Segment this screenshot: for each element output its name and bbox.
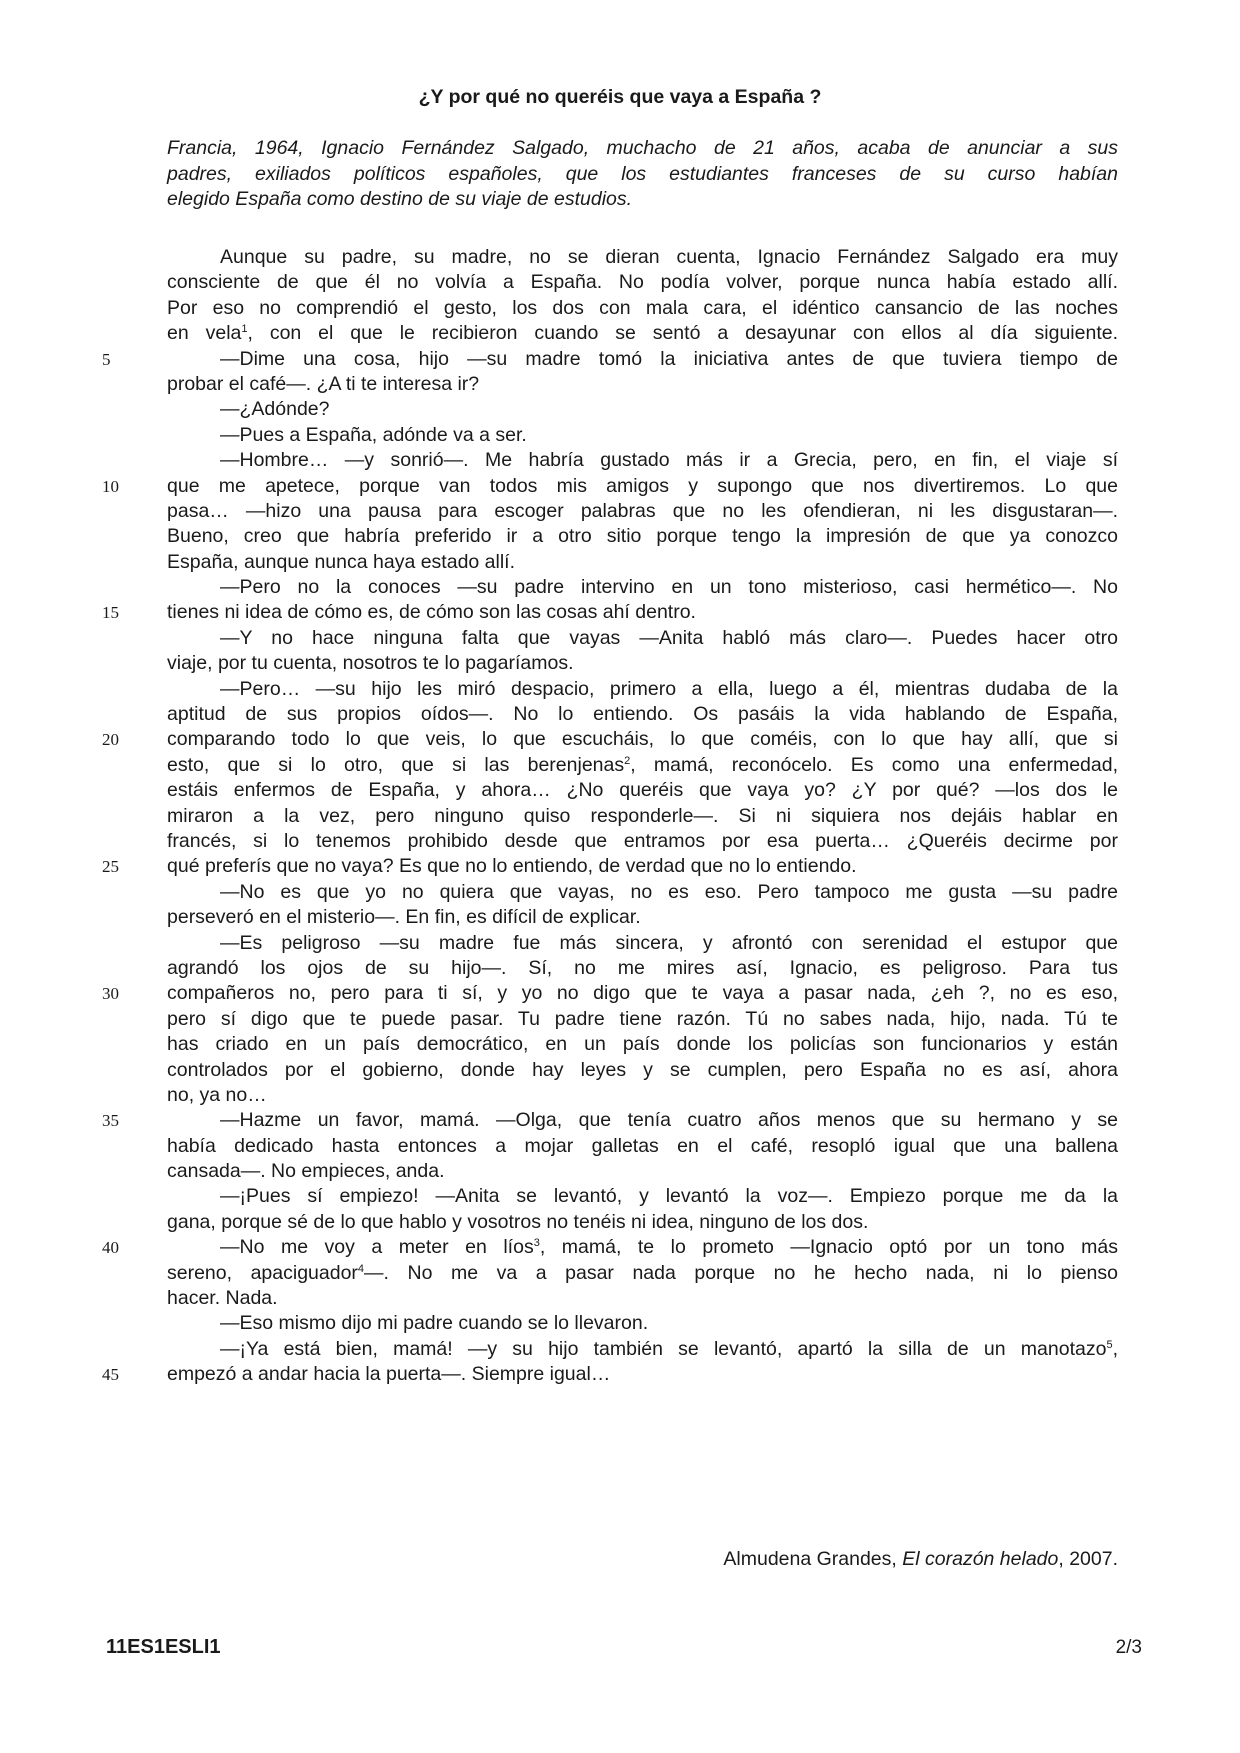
footnote-mark: 4: [357, 1262, 365, 1275]
line-text: esto, que si lo otro, que si las berenjenas$^2$, mamá, reconócelo. Es como una enfermedad,: [167, 753, 1119, 776]
line-number: 45: [102, 1365, 119, 1385]
text-body: [102, 245, 1119, 1388]
line-number: 20: [102, 730, 119, 750]
line-text: —Dime una cosa, hijo —su madre tomó la iniciativa antes de que tuviera tiempo de: [220, 347, 1118, 370]
line-text: —Hombre… —y sonrió—. Me habría gustado más ir a Grecia, pero, en fin, el viaje sí: [220, 449, 1118, 472]
intro-paragraph: [167, 136, 1118, 213]
line-text: miraron a la vez, pero ninguno quiso responderle—. Si ni siquiera nos dejáis hablar en: [167, 804, 1118, 827]
text-line: [102, 854, 1118, 879]
line-text: que me apetece, porque van todos mis amigos y supongo que nos divertiremos. Lo que: [167, 474, 1118, 497]
line-text: hacer. Nada.: [167, 1287, 278, 1310]
text-line: [167, 575, 1118, 600]
text-line: [167, 1210, 1118, 1235]
text-line: [167, 423, 1118, 448]
line-text: compañeros no, pero para ti sí, y yo no digo que te vaya a pasar nada, ¿eh ?, no es eso,: [167, 982, 1118, 1005]
line-number: 30: [102, 984, 119, 1004]
text-line: [167, 931, 1118, 956]
line-text: —Hazme un favor, mamá. —Olga, que tenía cuatro años menos que su hermano y se: [220, 1109, 1118, 1132]
line-text: cansada—. No empieces, anda.: [167, 1160, 445, 1183]
footnote-mark: 5: [1106, 1338, 1113, 1351]
line-text: pasa… —hizo una pausa para escoger palabras que no les ofendieran, ni les disgustaran—.: [167, 499, 1118, 522]
text-line: [167, 804, 1118, 829]
text-line: [167, 651, 1118, 676]
line-text: España, aunque nunca haya estado allí.: [167, 550, 516, 573]
text-line: [167, 1337, 1118, 1362]
page-number: 2/3: [1115, 1637, 1142, 1658]
text-line: [102, 727, 1118, 752]
line-text: —No es que yo no quiera que vayas, no es eso. Pero tampoco me gusta —su padre: [220, 880, 1118, 903]
text-line: [167, 626, 1118, 651]
line-number: 25: [102, 857, 119, 877]
line-number: 40: [102, 1238, 119, 1258]
line-text: estáis enfermos de España, y ahora… ¿No queréis que vaya yo? ¿Y por qué? —los dos le: [167, 779, 1118, 802]
line-text: en vela$^1$, con el que le recibieron cuando se sentó a desayunar con ellos al día siguiente.: [167, 322, 1118, 345]
line-number: 10: [102, 476, 119, 496]
text-line: [167, 753, 1118, 778]
line-text: —Es peligroso —su madre fue más sincera, y afrontó con serenidad el estupor que: [220, 931, 1118, 954]
text-line: [102, 600, 1118, 625]
footnote-mark: 2: [624, 754, 631, 767]
line-number: 15: [102, 603, 119, 623]
source-work: El corazón helado: [902, 1548, 1059, 1570]
text-line: [102, 1108, 1118, 1133]
line-text: controlados por el gobierno, donde hay leyes y se cumplen, pero España no es así, ahora: [167, 1058, 1118, 1081]
line-text: —¿Adónde?: [220, 398, 330, 421]
line-text: aptitud de sus propios oídos—. No lo entiendo. Os pasáis la vida hablando de España,: [167, 703, 1118, 726]
line-text: comparando todo lo que veis, lo que escucháis, lo que coméis, con lo que hay allí, que si: [167, 728, 1118, 751]
exam-code: 11ES1ESLI1: [106, 1636, 221, 1658]
line-text: has criado en un país democrático, en un país donde los policías son funcionarios y están: [167, 1033, 1118, 1056]
text-line: [167, 321, 1118, 346]
text-line: [167, 372, 1118, 397]
line-number: 5: [102, 349, 111, 369]
line-text: gana, porque sé de lo que hablo y vosotros no tenéis ni idea, ninguno de los dos.: [167, 1210, 869, 1233]
text-line: [102, 347, 1118, 372]
footnote-mark: 3: [533, 1237, 540, 1250]
source-citation: [723, 1548, 1118, 1571]
line-text: —No me voy a meter en líos$^3$, mamá, te lo prometo —Ignacio optó por un tono más: [220, 1236, 1118, 1259]
line-text: no, ya no…: [167, 1083, 267, 1106]
text-line: [167, 1311, 1118, 1336]
text-line: [102, 1362, 1118, 1387]
line-text: Aunque su padre, su madre, no se dieran cuenta, Ignacio Fernández Salgado era muy: [220, 246, 1118, 268]
intro-line: padres, exiliados políticos españoles, que los estudiantes franceses de su curso habían: [167, 162, 1118, 185]
text-line: [167, 550, 1118, 575]
text-line: [167, 448, 1118, 473]
line-text: —Pero no la conoces —su padre intervino en un tono misterioso, casi hermético—. No: [220, 576, 1118, 599]
line-text: agrandó los ojos de su hijo—. Sí, no me mires así, Ignacio, es peligroso. Para tus: [167, 956, 1118, 979]
line-text: probar el café—. ¿A ti te interesa ir?: [167, 372, 480, 395]
line-text: qué preferís que no vaya? Es que no lo entiendo, de verdad que no lo entiendo.: [167, 855, 857, 878]
text-line: [167, 1134, 1118, 1159]
text-line: [167, 1261, 1118, 1286]
line-text: viaje, por tu cuenta, nosotros te lo pagaríamos.: [167, 652, 574, 675]
line-text: perseveró en el misterio—. En fin, es difícil de explicar.: [167, 906, 641, 929]
text-line: [167, 1058, 1118, 1083]
text-line: [167, 1286, 1118, 1311]
line-text: Por eso no comprendió el gesto, los dos con mala cara, el idéntico cansancio de las noches: [167, 296, 1118, 319]
text-line: [167, 499, 1118, 524]
line-text: empezó a andar hacia la puerta—. Siempre igual…: [167, 1363, 611, 1386]
text-line: [102, 1235, 1118, 1260]
source-author: Almudena Grandes,: [723, 1548, 897, 1570]
text-line: [167, 245, 1118, 270]
text-line: [167, 397, 1118, 422]
text-line: [102, 474, 1118, 499]
text-line: [167, 829, 1118, 854]
text-line: [167, 956, 1118, 981]
footnote-mark: 1: [241, 323, 248, 336]
line-text: sereno, apaciguador$^4$—. No me va a pasar nada porque no he hecho nada, ni lo pienso: [167, 1261, 1118, 1284]
intro-line: Francia, 1964, Ignacio Fernández Salgado, muchacho de 21 años, acaba de anunciar a sus: [167, 137, 1118, 159]
page-title: ¿Y por qué no queréis que vaya a España ?: [418, 86, 822, 108]
text-line: [167, 270, 1118, 295]
line-number: 35: [102, 1111, 119, 1131]
text-line: [167, 905, 1118, 930]
text-line: [167, 677, 1118, 702]
text-line: [102, 981, 1118, 1006]
text-line: [167, 1032, 1118, 1057]
text-line: [167, 524, 1118, 549]
line-text: —Pero… —su hijo les miró despacio, primero a ella, luego a él, mientras dudaba de la: [220, 677, 1118, 700]
text-line: [167, 1184, 1118, 1209]
intro-line: elegido España como destino de su viaje de estudios.: [167, 188, 633, 210]
text-line: [167, 702, 1118, 727]
line-text: —¡Ya está bien, mamá! —y su hijo también se levantó, apartó la silla de un manotazo$^5$,: [220, 1337, 1118, 1360]
text-line: [167, 778, 1118, 803]
line-text: consciente de que él no volvía a España. No podía volver, porque nunca había estado allí.: [167, 271, 1118, 294]
text-line: [167, 1159, 1118, 1184]
line-text: —¡Pues sí empiezo! —Anita se levantó, y levantó la voz—. Empiezo porque me da la: [220, 1185, 1118, 1208]
line-text: pero sí digo que te puede pasar. Tu padre tiene razón. Tú no sabes nada, hijo, nada. Tú te: [167, 1007, 1118, 1030]
text-line: [167, 1083, 1118, 1108]
line-text: —Pues a España, adónde va a ser.: [220, 423, 527, 446]
line-text: francés, si lo tenemos prohibido desde que entramos por esa puerta… ¿Queréis decirme por: [167, 829, 1118, 852]
line-text: —Eso mismo dijo mi padre cuando se lo llevaron.: [220, 1312, 649, 1335]
text-line: [167, 1007, 1118, 1032]
source-year: , 2007.: [1058, 1548, 1118, 1570]
line-text: había dedicado hasta entonces a mojar galletas en el café, resopló igual que una ballena: [167, 1134, 1118, 1157]
text-line: [167, 880, 1118, 905]
line-text: tienes ni idea de cómo es, de cómo son las cosas ahí dentro.: [167, 601, 696, 624]
line-text: Bueno, creo que habría preferido ir a otro sitio porque tengo la impresión de que ya conozco: [167, 525, 1118, 548]
line-text: —Y no hace ninguna falta que vayas —Anita habló más claro—. Puedes hacer otro: [220, 626, 1118, 649]
text-line: [167, 296, 1118, 321]
